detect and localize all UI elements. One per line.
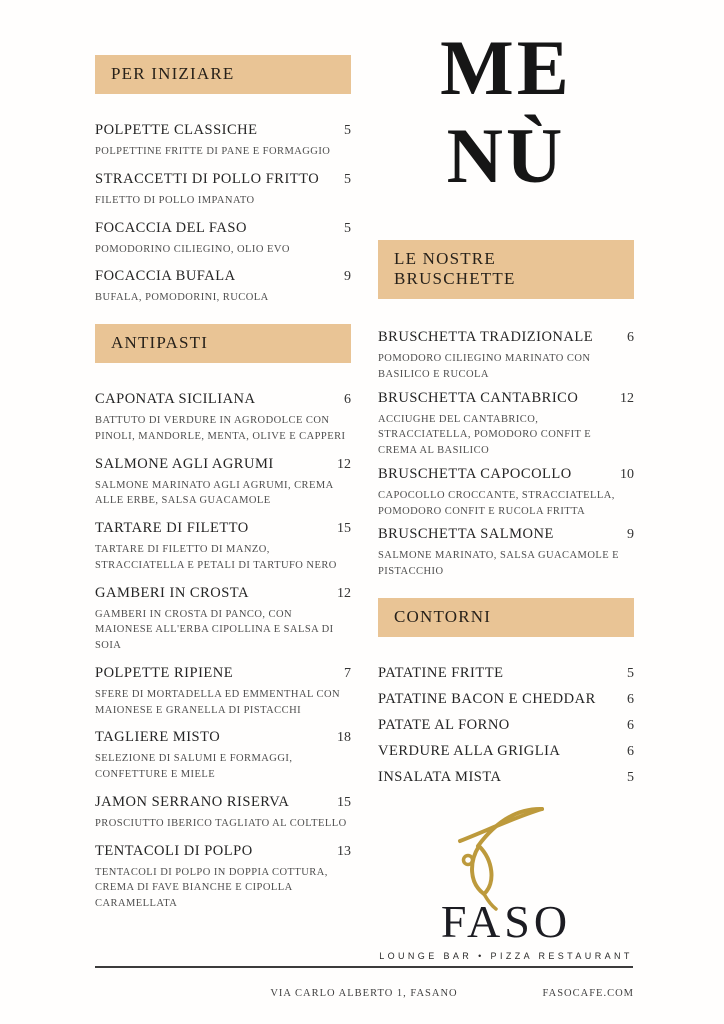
menu-item-name: JAMON SERRANO RISERVA (95, 793, 290, 810)
menu-item-row (378, 329, 634, 346)
menu-item-price: 15 (337, 794, 351, 810)
menu-item-description: SALMONE MARINATO, SALSA GUACAMOLE E PISTACCHIO (378, 550, 620, 577)
menu-item-name: PATATINE BACON E CHEDDAR (378, 690, 596, 707)
menu-item-row (95, 585, 351, 602)
menu-item-row (95, 122, 351, 139)
menu-item-row (95, 729, 351, 746)
menu-item-name: PATATINE FRITTE (378, 664, 504, 681)
menu-item (95, 729, 351, 783)
menu-item-price: 12 (620, 390, 634, 406)
menu-item-price: 18 (337, 730, 351, 746)
menu-item-name: TAGLIERE MISTO (95, 729, 221, 746)
menu-title (378, 24, 634, 200)
menu-item-name: STRACCETTI DI POLLO FRITTO (95, 170, 320, 187)
menu-item-name: POLPETTE CLASSICHE (95, 122, 258, 138)
section-header-antipasti (95, 324, 351, 363)
menu-item-description: GAMBERI IN CROSTA DI PANCO, CON MAIONESE ALL'ERBA CIPOLLINA E SALSA DI SOIA (95, 608, 334, 651)
section-header-label: CONTORNI (394, 606, 492, 626)
menu-item (95, 665, 351, 719)
menu-item (378, 466, 634, 520)
menu-item-name: GAMBERI IN CROSTA (95, 584, 249, 601)
menu-item-name: BRUSCHETTA TRADIZIONALE (378, 329, 594, 345)
menu-item (95, 268, 351, 306)
menu-item-price: 5 (627, 665, 634, 681)
menu-item-name: BRUSCHETTA CANTABRICO (378, 389, 579, 406)
menu-item-row (95, 665, 351, 682)
menu-item-description: SFERE DI MORTADELLA ED EMMENTHAL CON MAIONESE E GRANELLA DI PISTACCHI (95, 688, 341, 716)
menu-item-name: TARTARE DI FILETTO (95, 520, 249, 536)
menu-item-description: CAPOCOLLO CROCCANTE, STRACCIATELLA, POMODORO CONFIT E RUCOLA FRITTA (378, 489, 615, 517)
menu-item-name: CAPONATA SICILIANA (95, 391, 256, 407)
menu-item-row (95, 220, 351, 237)
menu-item-name: FOCACCIA DEL FASO (95, 219, 247, 236)
menu-item-row (378, 665, 634, 682)
menu-item-row (378, 390, 634, 407)
faso-logo-tagline: LOUNGE BAR • PIZZA RESTAURANT (379, 951, 633, 962)
faso-logo (378, 800, 634, 961)
menu-item-price: 13 (337, 843, 351, 859)
menu-item-row (378, 717, 634, 734)
menu-item-description: SELEZIONE DI SALUMI E FORMAGGI, CONFETTURE E MIELE (95, 753, 293, 780)
menu-item (95, 520, 351, 574)
right-column (378, 0, 634, 961)
menu-item-price: 6 (344, 392, 351, 407)
menu-item (95, 585, 351, 654)
per-iniziare-items (95, 122, 351, 306)
menu-item-price: 6 (627, 330, 634, 345)
menu-item-row (95, 171, 351, 188)
menu-item-price: 9 (627, 527, 634, 543)
section-per-iniziare (95, 55, 351, 306)
menu-item-row (95, 456, 351, 473)
section-contorni (378, 598, 634, 786)
menu-item-description: POMODORINO CILIEGINO, OLIO EVO (95, 243, 290, 255)
section-header-label: PER INIZIARE (111, 64, 235, 83)
menu-item-price: 5 (344, 220, 351, 236)
menu-item (378, 691, 634, 708)
antipasti-items (95, 391, 351, 912)
section-antipasti (95, 324, 351, 912)
menu-item-row (378, 526, 634, 543)
section-header-bruschette (378, 240, 634, 299)
menu-item-row (378, 466, 634, 483)
menu-item-row (378, 743, 634, 760)
menu-item-name: FOCACCIA BUFALA (95, 268, 236, 285)
menu-item-description: ACCIUGHE DEL CANTABRICO, STRACCIATELLA, POMODORO CONFIT E CREMA AL BASILICO (378, 413, 592, 456)
section-header-contorni (378, 598, 634, 637)
menu-item (95, 171, 351, 209)
menu-item (95, 843, 351, 912)
section-header-label: ANTIPASTI (111, 333, 209, 352)
menu-item-description: TENTACOLI DI POLPO IN DOPPIA COTTURA, CREMA DI FAVE BIANCHE E CIPOLLA CARAMELLATA (95, 866, 328, 909)
menu-item-description: TARTARE DI FILETTO DI MANZO, STRACCIATELLA E PETALI DI TARTUFO NERO (95, 544, 337, 571)
menu-item-row (378, 769, 634, 786)
menu-item-description: POLPETTINE FRITTE DI PANE E FORMAGGIO (95, 146, 331, 157)
menu-item (378, 665, 634, 682)
menu-item-price: 9 (344, 269, 351, 285)
menu-item-price: 6 (627, 717, 634, 733)
menu-item-description: POMODORO CILIEGINO MARINATO CON BASILICO E RUCOLA (378, 353, 591, 380)
bruschette-items (378, 329, 634, 580)
menu-item-row (95, 268, 351, 285)
menu-item-row (95, 520, 351, 537)
menu-item (378, 390, 634, 459)
menu-item (95, 220, 351, 258)
menu-item-price: 7 (344, 665, 351, 681)
contorni-items (378, 665, 634, 786)
menu-item-price: 5 (344, 123, 351, 138)
menu-item-name: TENTACOLI DI POLPO (95, 842, 253, 859)
menu-item-price: 5 (344, 171, 351, 187)
menu-item-row (95, 843, 351, 860)
menu-item-name: VERDURE ALLA GRIGLIA (378, 742, 561, 759)
menu-item (378, 743, 634, 760)
menu-item (95, 391, 351, 445)
menu-item-row (95, 794, 351, 811)
menu-item-row (378, 691, 634, 708)
menu-item-description: BATTUTO DI VERDURE IN AGRODOLCE CON PINOLI, MANDORLE, MENTA, OLIVE E CAPPERI (95, 415, 346, 442)
faso-logo-wordmark: FASO (440, 895, 572, 947)
menu-title-line2: NÙ (446, 112, 566, 199)
menu-item-description: FILETTO DI POLLO IMPANATO (95, 194, 255, 206)
menu-item (95, 456, 351, 510)
menu-item-name: BRUSCHETTA CAPOCOLLO (378, 465, 572, 482)
menu-item-price: 6 (627, 691, 634, 707)
menu-item-price: 15 (337, 521, 351, 536)
footer-address: VIA CARLO ALBERTO 1, FASANO (270, 988, 458, 999)
menu-item (378, 717, 634, 734)
menu-item-price: 10 (620, 466, 634, 482)
menu-item-name: PATATE AL FORNO (378, 716, 510, 733)
section-header-per-iniziare (95, 55, 351, 94)
menu-item (378, 769, 634, 786)
menu-item-description: SALMONE MARINATO AGLI AGRUMI, CREMA ALLE ERBE, SALSA GUACAMOLE (95, 479, 334, 507)
menu-item (378, 329, 634, 383)
menu-item-description: PROSCIUTTO IBERICO TAGLIATO AL COLTELLO (95, 817, 347, 829)
menu-item-name: POLPETTE RIPIENE (95, 664, 234, 681)
menu-item-name: SALMONE AGLI AGRUMI (95, 455, 274, 472)
menu-item-name: BRUSCHETTA SALMONE (378, 526, 554, 543)
section-bruschette (378, 240, 634, 580)
menu-item (95, 794, 351, 832)
menu-item-row (95, 391, 351, 408)
footer-website: FASOCAFE.COM (542, 988, 634, 999)
section-header-label: LE NOSTRE BRUSCHETTE (394, 249, 516, 288)
menu-item-description: BUFALA, POMODORINI, RUCOLA (95, 292, 269, 304)
menu-item-name: INSALATA MISTA (378, 768, 502, 785)
menu-item (378, 526, 634, 580)
menu-item-price: 12 (337, 456, 351, 472)
menu-item (95, 122, 351, 160)
footer-divider (95, 966, 633, 968)
menu-item-price: 5 (627, 769, 634, 785)
menu-title-line1: ME (440, 24, 572, 111)
menu-item-price: 12 (337, 585, 351, 601)
faso-logo-swirl-icon (426, 800, 586, 912)
left-column (95, 55, 351, 923)
menu-item-price: 6 (627, 743, 634, 759)
